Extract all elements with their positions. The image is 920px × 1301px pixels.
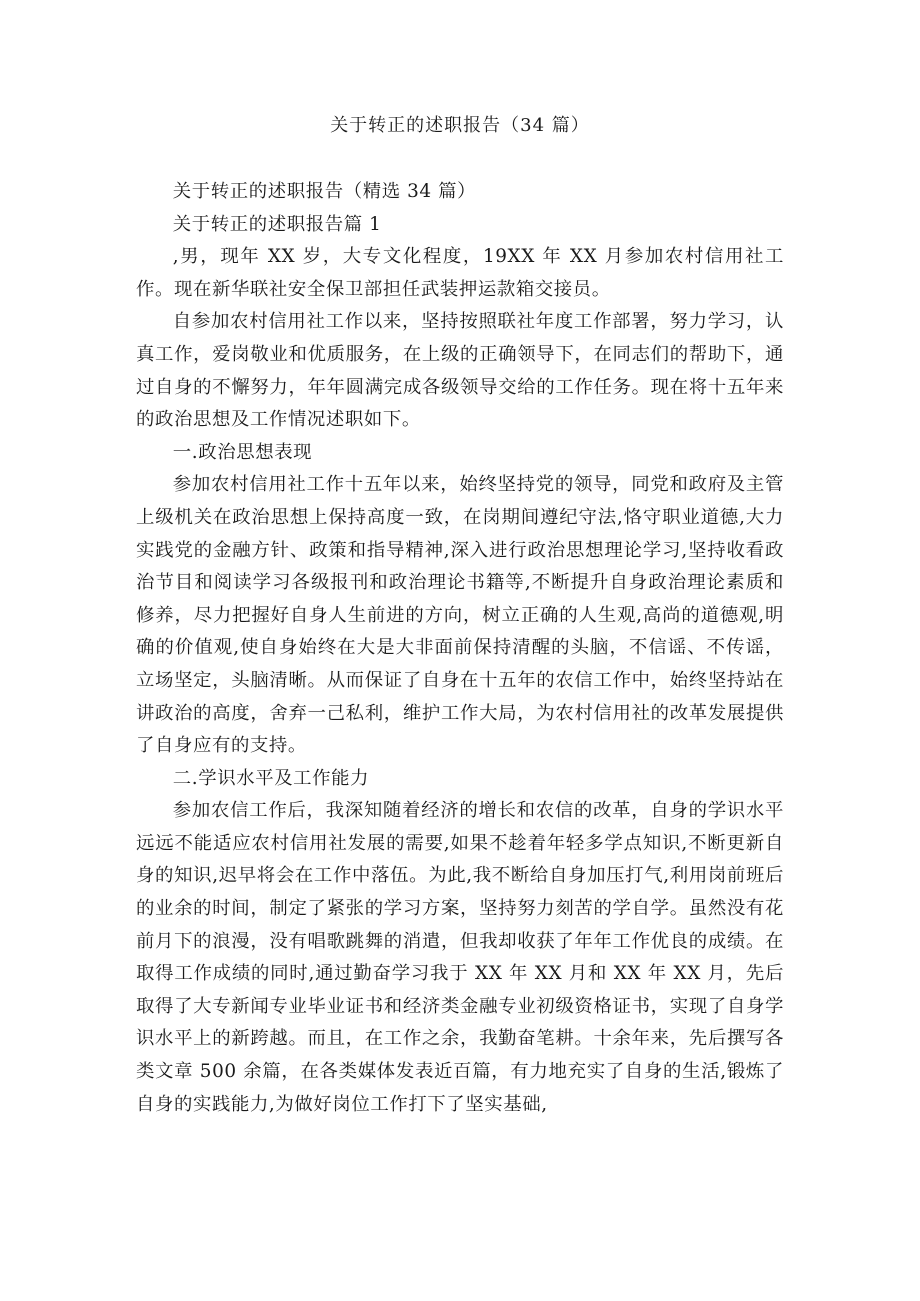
heading-political-performance: 一.政治思想表现: [172, 441, 313, 463]
document-title: 关于转正的述职报告（34 篇）: [330, 115, 590, 136]
section-heading-paragraph: 关于转正的述职报告篇 1: [172, 213, 382, 235]
document-body: [136, 176, 784, 1121]
heading-knowledge-ability: 二.学识水平及工作能力: [172, 767, 370, 789]
overview-paragraph: 自参加农村信用社工作以来，坚持按照联社年度工作部署，努力学习，认真工作，爱岗敬业和优质服务，在上级的正确领导下，在同志们的帮助下，通过自身的不懈努力，年年圆满完成各级领导交给的工作任务。现在将十五年来的政治思想及工作情况述职如下。: [136, 311, 784, 431]
knowledge-ability-paragraph: 参加农信工作后，我深知随着经济的增长和农信的改革，自身的学识水平远远不能适应农村信用社发展的需要,如果不趁着年轻多学点知识,不断更新自身的知识,迟早将会在工作中落伍。为此,我不断给自身加压打气,利用岗前班后的业余的时间，制定了紧张的学习方案，坚持努力刻苦的学自学。虽然没有花前月下的浪漫，没有唱歌跳舞的消遣，但我却收获了年年工作优良的成绩。在取得工作成绩的同时,通过勤奋学习我于 XX 年 XX 月和 XX 年 XX 月，先后取得了大专新闻专业毕业证书和经济类金融专业初级资格证书，实现了自身学识水平上的新跨越。而且，在工作之余，我勤奋笔耕。十余年来，先后撰写各类文章 500 余篇，在各类媒体发表近百篇，有力地充实了自身的生活,锻炼了自身的实践能力,为做好岗位工作打下了坚实基础,: [136, 800, 784, 1115]
political-performance-paragraph: 参加农村信用社工作十五年以来，始终坚持党的领导，同党和政府及主管上级机关在政治思想上保持高度一致，在岗期间遵纪守法,恪守职业道德,大力实践党的金融方针、政策和指导精神,深入进行政治思想理论学习,坚持收看政治节目和阅读学习各级报刊和政治理论书籍等,不断提升自身政治理论素质和修养，尽力把握好自身人生前进的方向，树立正确的人生观,高尚的道德观,明确的价值观,使自身始终在大是大非面前保持清醒的头脑，不信谣、不传谣，立场坚定，头脑清晰。从而保证了自身在十五年的农信工作中，始终坚持站在讲政治的高度，舍弃一己私利，维护工作大局，为农村信用社的改革发展提供了自身应有的支持。: [136, 474, 784, 757]
intro-paragraph: ,男，现年 XX 岁，大专文化程度，19XX 年 XX 月参加农村信用社工作。现在新华联社安全保卫部担任武装押运款箱交接员。: [136, 246, 784, 300]
subtitle-paragraph: 关于转正的述职报告（精选 34 篇）: [172, 181, 477, 202]
